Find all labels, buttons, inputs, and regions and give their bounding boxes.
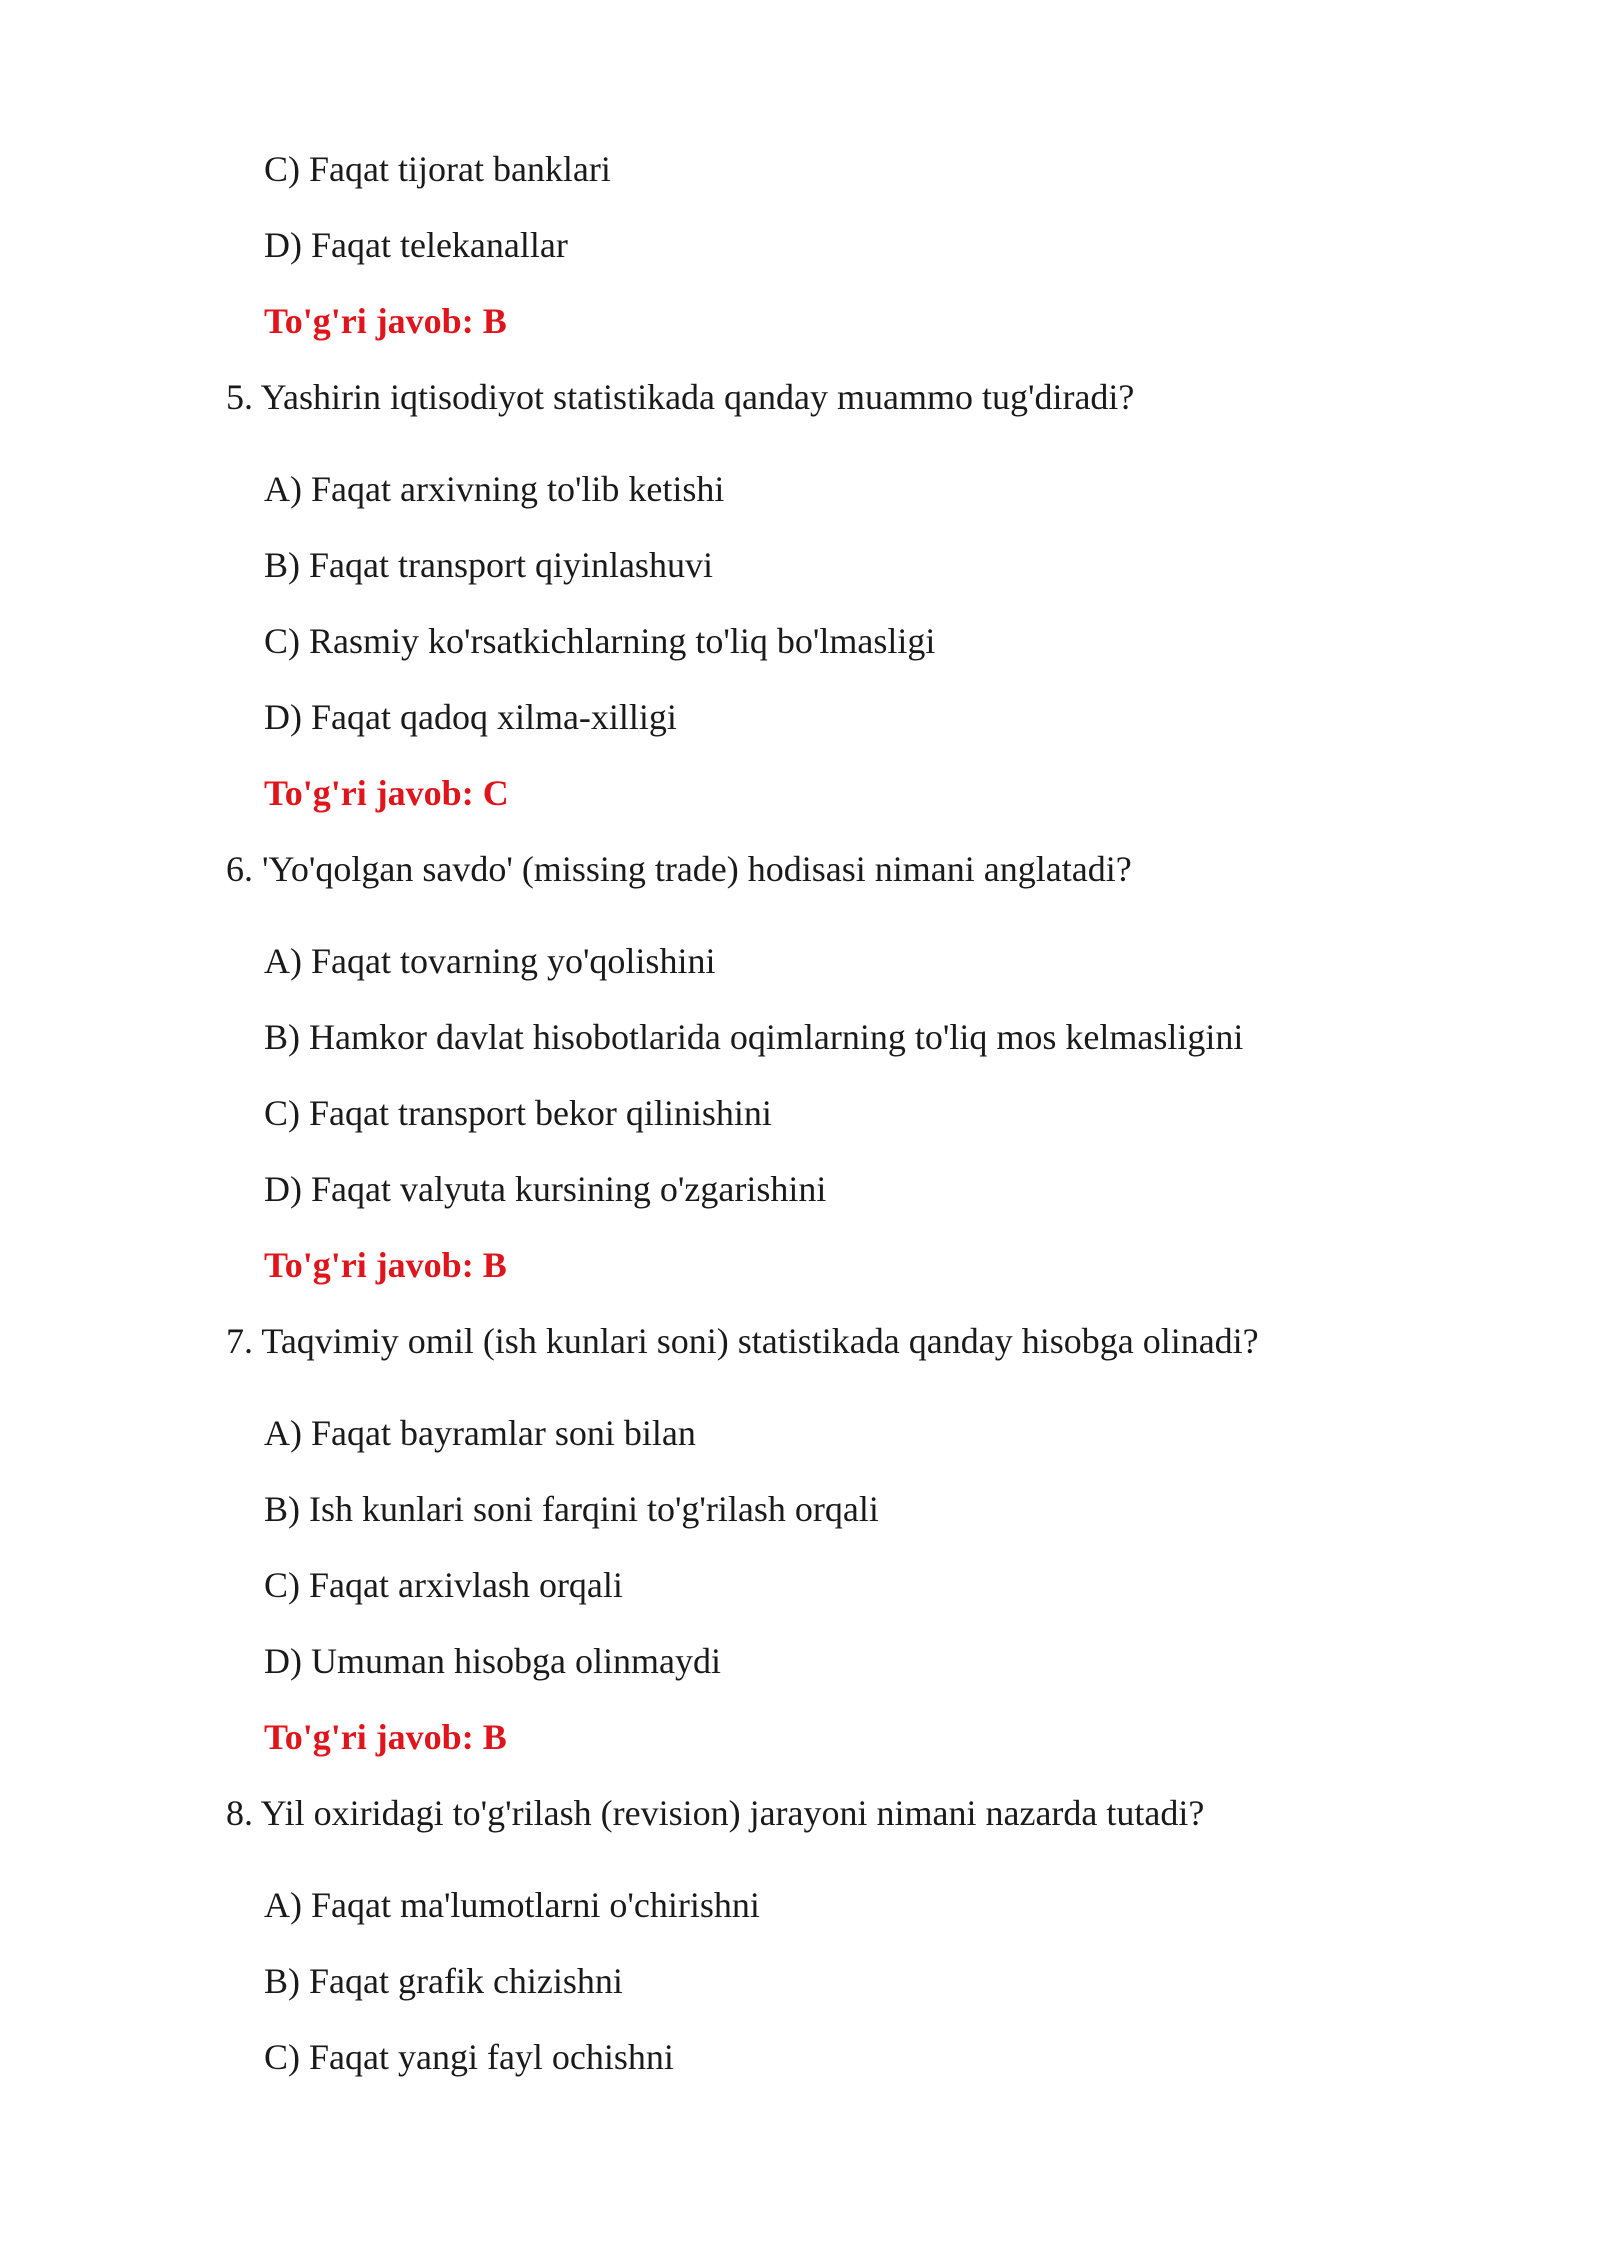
answer-value: B: [482, 301, 507, 341]
question-block-8: [226, 1792, 1426, 2078]
question-text: 8. Yil oxiridagi to'g'rilash (revision) jarayoni nimani nazarda tutadi?: [226, 1793, 1205, 1833]
question-block-4: [226, 148, 1426, 342]
option-a: A) Faqat bayramlar soni bilan: [264, 1413, 696, 1453]
option-d: D) Faqat telekanallar: [264, 225, 568, 265]
option-d: D) Faqat valyuta kursining o'zgarishini: [264, 1169, 827, 1209]
question-text: 7. Taqvimiy omil (ish kunlari soni) statistikada qanday hisobga olinadi?: [226, 1321, 1259, 1361]
correct-answer: [226, 1244, 1426, 1286]
correct-answer: [226, 1716, 1426, 1758]
option-b: B) Ish kunlari soni farqini to'g'rilash orqali: [264, 1489, 879, 1529]
option-a: A) Faqat arxivning to'lib ketishi: [264, 469, 725, 509]
option-c: C) Faqat arxivlash orqali: [264, 1565, 623, 1605]
question-text: 6. 'Yo'qolgan savdo' (missing trade) hodisasi nimani anglatadi?: [226, 849, 1132, 889]
correct-answer: [226, 300, 1426, 342]
answer-label: To'g'ri javob:: [264, 1717, 474, 1757]
answer-value: C: [482, 773, 509, 813]
question-block-6: [226, 848, 1426, 1286]
option-c: C) Faqat yangi fayl ochishni: [264, 2037, 674, 2077]
question-block-5: [226, 376, 1426, 814]
question-block-7: [226, 1320, 1426, 1758]
option-b: B) Hamkor davlat hisobotlarida oqimlarning to'liq mos kelmasligini: [264, 1017, 1244, 1057]
question-text: 5. Yashirin iqtisodiyot statistikada qanday muammo tug'diradi?: [226, 377, 1135, 417]
answer-value: B: [482, 1245, 507, 1285]
option-d: D) Faqat qadoq xilma-xilligi: [264, 697, 677, 737]
option-a: A) Faqat ma'lumotlarni o'chirishni: [264, 1885, 760, 1925]
option-a: A) Faqat tovarning yo'qolishini: [264, 941, 716, 981]
option-c: C) Faqat tijorat banklari: [264, 149, 611, 189]
answer-label: To'g'ri javob:: [264, 1245, 474, 1285]
option-b: B) Faqat grafik chizishni: [264, 1961, 623, 2001]
option-c: C) Rasmiy ko'rsatkichlarning to'liq bo'lmasligi: [264, 621, 936, 661]
answer-label: To'g'ri javob:: [264, 301, 474, 341]
option-b: B) Faqat transport qiyinlashuvi: [264, 545, 713, 585]
answer-label: To'g'ri javob:: [264, 773, 474, 813]
option-d: D) Umuman hisobga olinmaydi: [264, 1641, 721, 1681]
answer-value: B: [482, 1717, 507, 1757]
correct-answer: [226, 772, 1426, 814]
quiz-content: [226, 148, 1426, 2112]
option-c: C) Faqat transport bekor qilinishini: [264, 1093, 772, 1133]
